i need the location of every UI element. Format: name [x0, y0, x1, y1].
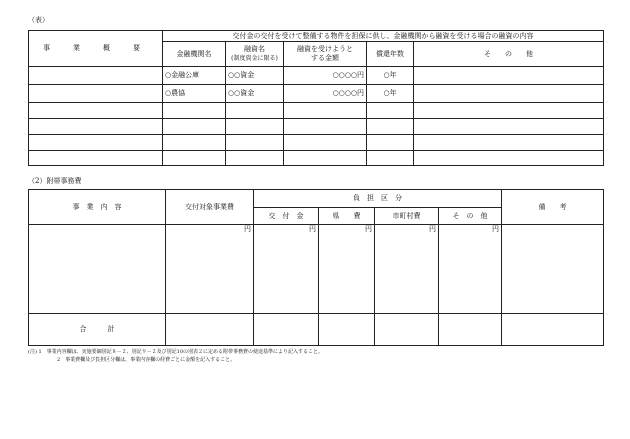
header-prefecture: 県 費 [319, 208, 375, 225]
table-row [29, 67, 604, 85]
loan-amount-cell: ○○○○円 [284, 67, 367, 85]
table-row [29, 119, 604, 135]
table-row [29, 85, 604, 103]
yen-unit: 円 [439, 225, 502, 314]
header-jigyo-gaiyo: 事 業 概 要 [29, 31, 163, 67]
header-target-cost: 交付対象事業費 [166, 190, 254, 225]
header-other: そ の 他 [439, 208, 502, 225]
loan-name-cell: ○○資金 [226, 67, 284, 85]
table-row [29, 225, 604, 314]
note-2: 2 事業費欄及び負担区分欄は、事業内容欄の経費ごとに金額を記入すること。 [57, 357, 236, 363]
loan-name-cell: ○○資金 [226, 85, 284, 103]
yen-unit: 円 [166, 225, 254, 314]
note-1: (注) 1 事業内容欄は、実施要綱別記８－２、別記９－２及び別記10の別表２に定める附帯事務費の使途基準により記入すること。 [28, 349, 324, 355]
table1-caption: （表） [28, 16, 49, 24]
table-row [29, 151, 604, 166]
header-repayment-years: 償還年数 [367, 42, 414, 67]
bank-name-cell: ○金融公庫 [163, 67, 226, 85]
header-loan-amount: 融資を受けようと する金額 [284, 42, 367, 67]
header-municipality: 市町村費 [375, 208, 439, 225]
yen-unit: 円 [375, 225, 439, 314]
header-burden-division: 負 担 区 分 [254, 190, 502, 208]
yen-unit: 円 [319, 225, 375, 314]
table2-caption: （2）附帯事務費 [28, 177, 82, 185]
bank-name-cell: ○農協 [163, 85, 226, 103]
header-loan-name: 融資名 (制度資金に限る) [226, 42, 284, 67]
financing-table [28, 30, 604, 166]
loan-amount-cell: ○○○○円 [284, 85, 367, 103]
incidental-expense-table [28, 189, 604, 346]
total-label: 合 計 [29, 314, 166, 346]
header-other: そ の 他 [414, 42, 604, 67]
header-remarks: 備 考 [502, 190, 604, 225]
table-row [29, 135, 604, 151]
yen-unit: 円 [254, 225, 319, 314]
total-row [29, 314, 604, 346]
header-jigyo-naiyo: 事 業 内 容 [29, 190, 166, 225]
repayment-years-cell: ○年 [367, 67, 414, 85]
header-grant: 交 付 金 [254, 208, 319, 225]
header-financing-content: 交付金の交付を受けて整備する物件を担保に供し、金融機関から融資を受ける場合の融資の内容 [163, 31, 604, 42]
repayment-years-cell: ○年 [367, 85, 414, 103]
table-row [29, 103, 604, 119]
header-bank-name: 金融機関名 [163, 42, 226, 67]
